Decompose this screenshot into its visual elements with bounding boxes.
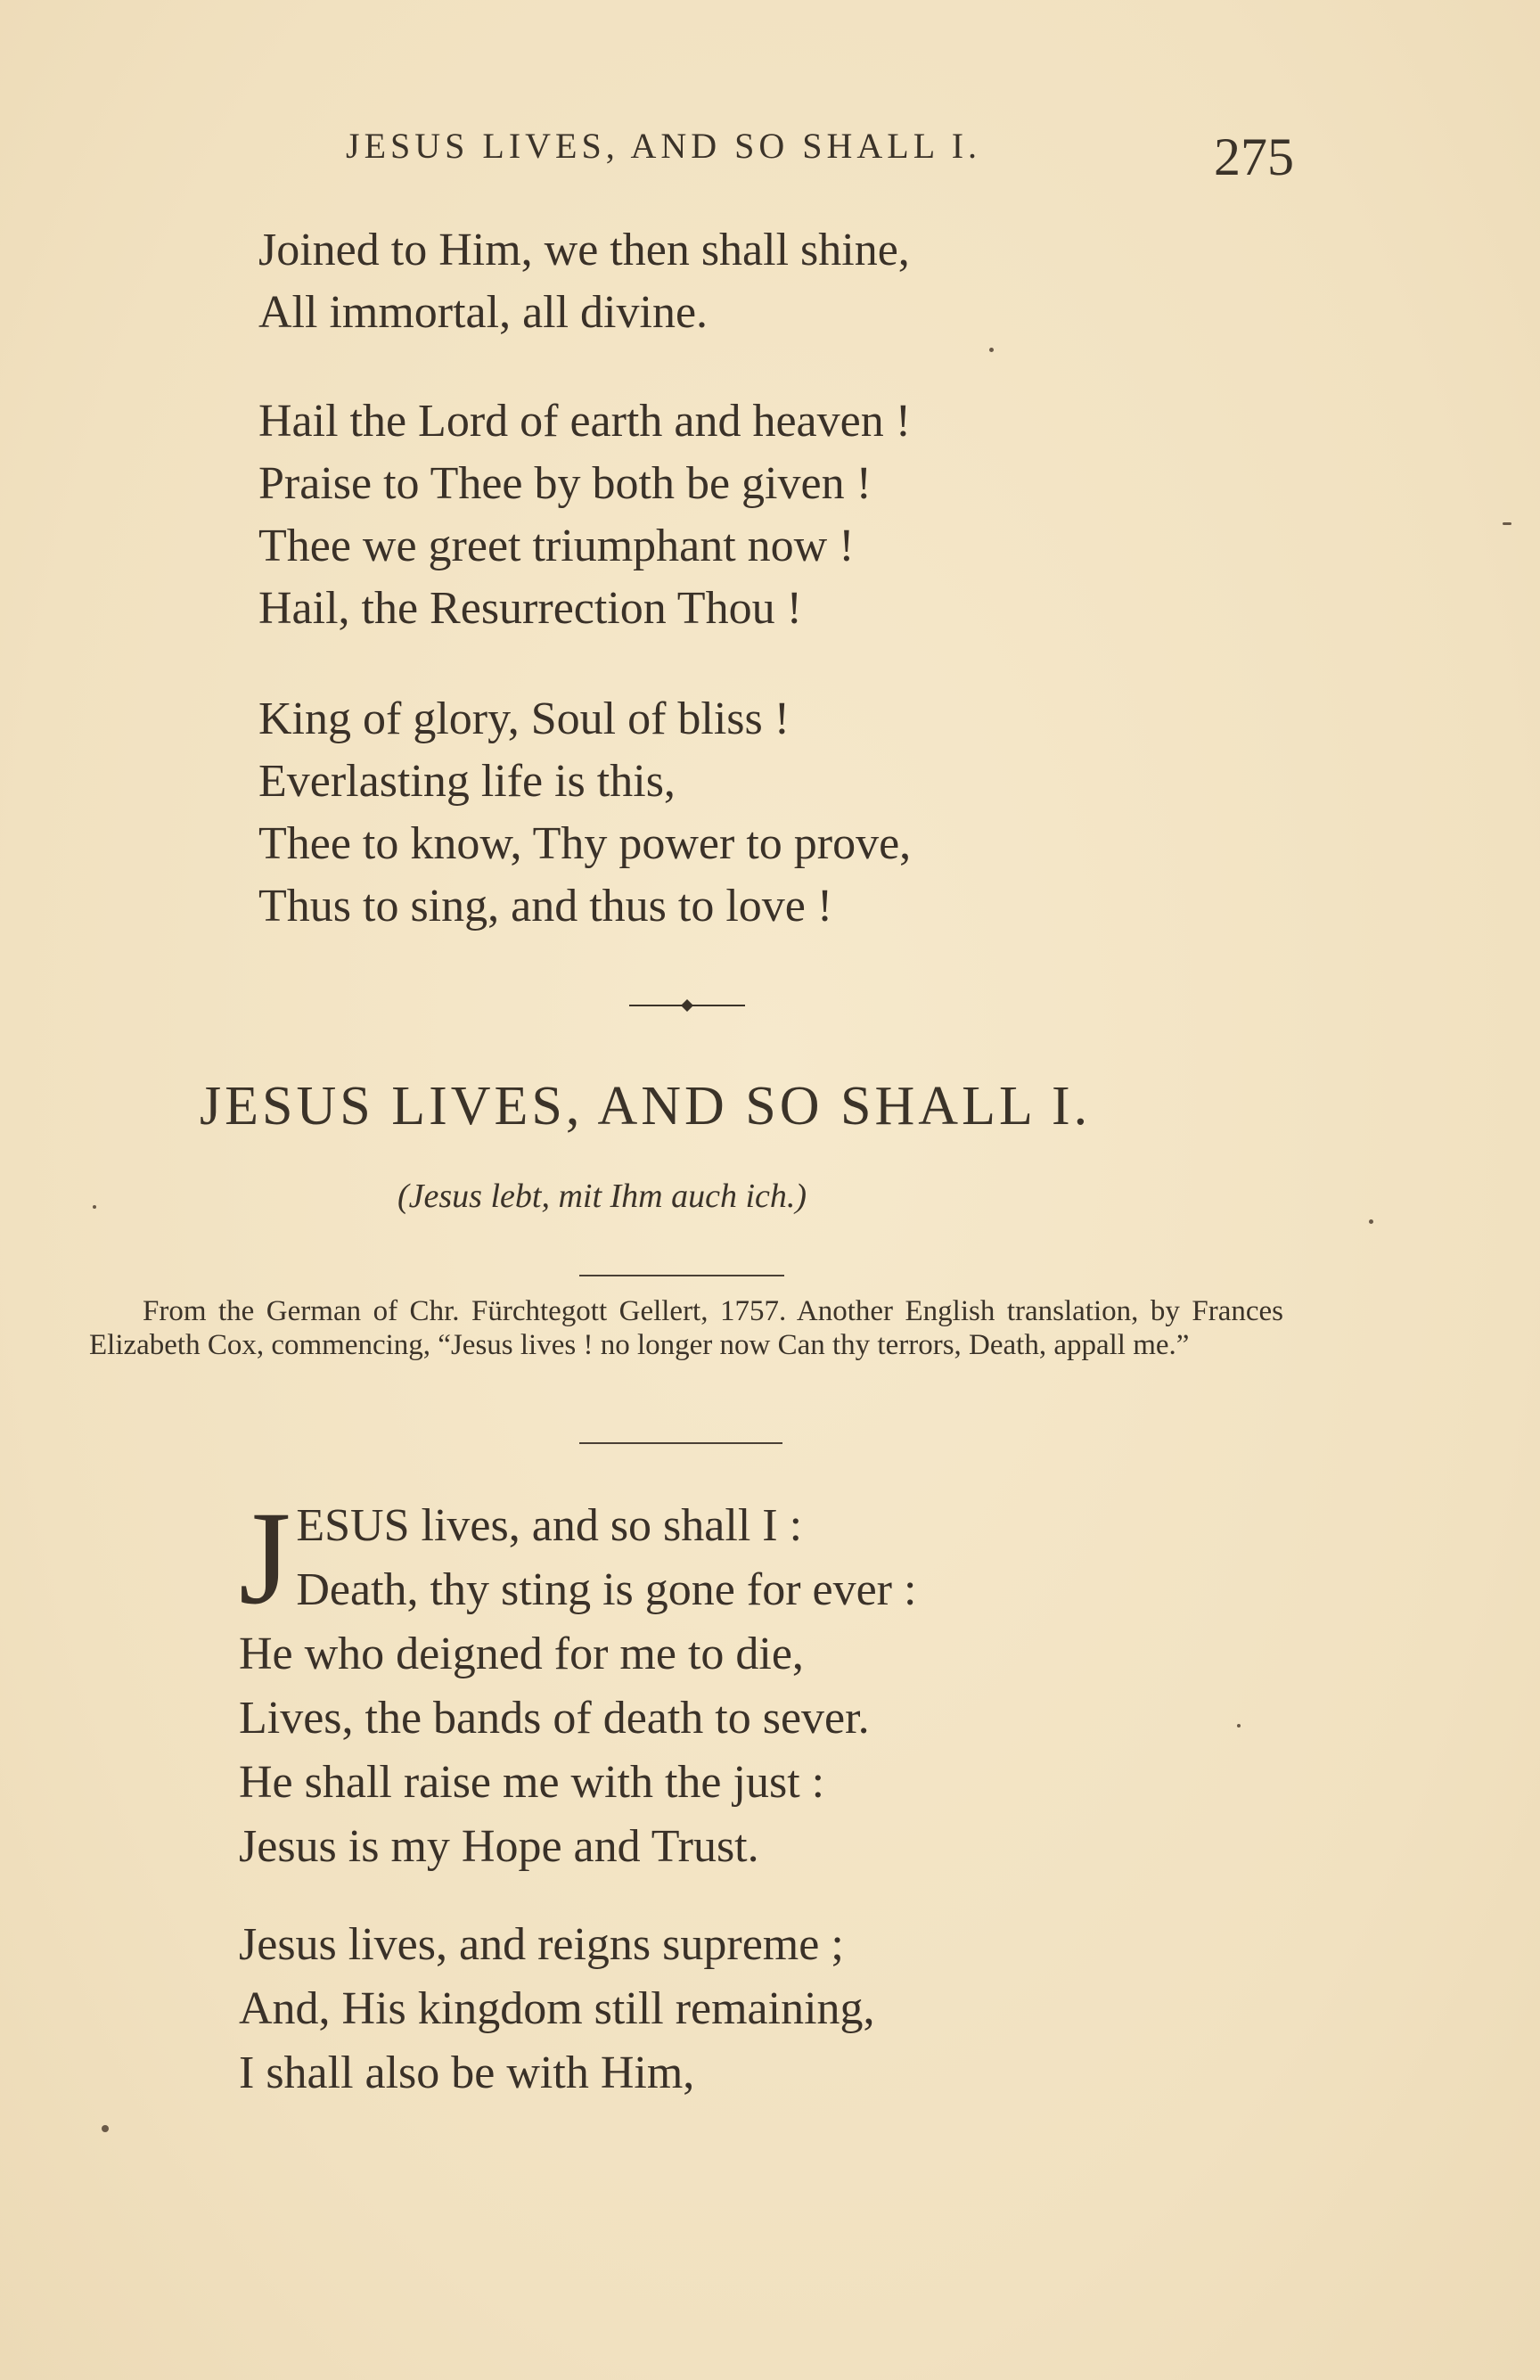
verse-line: Thus to sing, and thus to love ! xyxy=(258,881,833,931)
divider-rule xyxy=(579,1275,784,1276)
hymn-original-title: (Jesus lebt, mit Ihm auch ich.) xyxy=(397,1178,807,1215)
verse-line: Hail, the Resurrection Thou ! xyxy=(258,583,802,634)
source-note-text: From the German of Chr. Fürchtegott Gellert, 1757. Another English translation, by Frances Elizabeth Cox, commencing, “Jesus lives ! no longer now Can thy terrors, Death, appall me.” xyxy=(89,1295,1283,1361)
hymn-stanza xyxy=(239,1484,917,1879)
verse-line: And, His kingdom still remaining, xyxy=(239,1983,875,2034)
verse-line: He who deigned for me to die, xyxy=(239,1629,804,1679)
hymn-title: JESUS LIVES, AND SO SHALL I. xyxy=(200,1076,1092,1137)
previous-hymn-stanza xyxy=(258,688,911,938)
hymn-stanza xyxy=(239,1913,875,2105)
verse-line: Thee we greet triumphant now ! xyxy=(258,521,855,571)
divider-rule xyxy=(579,1442,782,1444)
paper-speck xyxy=(1503,522,1511,525)
running-header: JESUS LIVES, AND SO SHALL I. xyxy=(346,126,982,166)
verse-line: Thee to know, Thy power to prove, xyxy=(258,818,912,869)
verse-line: Death, thy sting is gone for ever : xyxy=(296,1564,917,1615)
verse-line: Everlasting life is this, xyxy=(258,756,676,807)
source-note xyxy=(89,1294,1283,1362)
verse-line: All immortal, all divine. xyxy=(258,287,709,338)
previous-hymn-stanza xyxy=(258,390,911,640)
verse-line: Hail the Lord of earth and heaven ! xyxy=(258,396,912,447)
previous-hymn-stanza xyxy=(258,219,910,344)
section-divider-ornament xyxy=(629,997,745,1014)
paper-speck xyxy=(1369,1219,1373,1224)
drop-cap: J xyxy=(239,1484,291,1632)
verse-line: He shall raise me with the just : xyxy=(239,1757,825,1808)
drop-cap-block xyxy=(239,1484,917,1632)
paper-speck xyxy=(1237,1724,1241,1728)
verse-line: Jesus lives, and reigns supreme ; xyxy=(239,1919,844,1970)
paper-speck xyxy=(102,2125,109,2132)
page-number: 275 xyxy=(1214,127,1294,186)
paper-speck xyxy=(93,1205,96,1209)
verse-line: Jesus is my Hope and Trust. xyxy=(239,1821,759,1872)
paper-speck xyxy=(989,348,994,352)
verse-line: ESUS lives, and so shall I : xyxy=(296,1500,803,1551)
verse-line: Praise to Thee by both be given ! xyxy=(258,458,872,509)
verse-line: Joined to Him, we then shall shine, xyxy=(258,225,910,275)
verse-line: I shall also be with Him, xyxy=(239,2048,695,2098)
verse-line: King of glory, Soul of bliss ! xyxy=(258,693,790,744)
verse-line: Lives, the bands of death to sever. xyxy=(239,1693,870,1744)
